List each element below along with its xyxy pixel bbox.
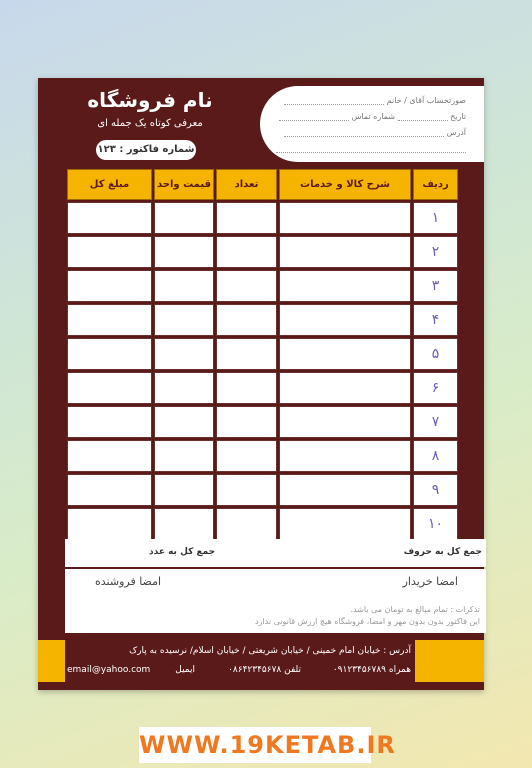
bill-to-field xyxy=(284,96,466,105)
quantity-cell[interactable] xyxy=(216,202,277,234)
row-number: ۵ xyxy=(413,338,458,370)
phone-dots xyxy=(279,112,349,121)
quantity-cell[interactable] xyxy=(216,406,277,438)
row-number: ۴ xyxy=(413,304,458,336)
invoice-sheet xyxy=(38,78,484,690)
seller-signature-label: امضا فروشنده xyxy=(95,575,162,588)
total-cell[interactable] xyxy=(67,508,152,540)
quantity-cell[interactable] xyxy=(216,474,277,506)
description-cell[interactable] xyxy=(279,372,411,404)
col-header-row-number: ردیف xyxy=(413,169,458,200)
total-cell[interactable] xyxy=(67,270,152,302)
unit-price-cell[interactable] xyxy=(154,236,214,268)
total-in-words-label: جمع کل به حروف xyxy=(403,547,482,557)
table-row xyxy=(67,406,458,438)
description-cell[interactable] xyxy=(279,202,411,234)
footer-mobile: همراه ۰۹۱۲۳۴۵۶۷۸۹ xyxy=(332,665,411,675)
customer-info-box xyxy=(260,86,484,162)
unit-price-cell[interactable] xyxy=(154,440,214,472)
table-row xyxy=(67,338,458,370)
total-cell[interactable] xyxy=(67,236,152,268)
description-cell[interactable] xyxy=(279,304,411,336)
col-header-unit-price: قیمت واحد xyxy=(154,169,214,200)
footer-inner xyxy=(65,640,415,682)
description-cell[interactable] xyxy=(279,440,411,472)
table-row xyxy=(67,304,458,336)
date-phone-field xyxy=(279,112,466,121)
table-row xyxy=(67,440,458,472)
total-cell[interactable] xyxy=(67,440,152,472)
footer-address: آدرس : خیابان امام خمینی / خیابان شریعتی / خیابان اسلام/ نرسیده به پارک xyxy=(129,646,411,656)
date-dots xyxy=(398,112,448,121)
note-line-2: این فاکتور بدون بدون مهر و امضا، فروشگاه هیچ ارزش قانونی ندارد xyxy=(255,617,480,626)
description-cell[interactable] xyxy=(279,338,411,370)
row-number: ۱۰ xyxy=(413,508,458,540)
description-cell[interactable] xyxy=(279,236,411,268)
quantity-cell[interactable] xyxy=(216,440,277,472)
quantity-cell[interactable] xyxy=(216,372,277,404)
description-cell[interactable] xyxy=(279,508,411,540)
invoice-number-badge: شماره فاکتور : ۱۲۳ xyxy=(96,140,196,160)
table-row xyxy=(67,372,458,404)
bill-to-dots xyxy=(284,96,384,105)
footer-bar xyxy=(38,640,484,682)
unit-price-cell[interactable] xyxy=(154,270,214,302)
total-cell[interactable] xyxy=(67,372,152,404)
row-number: ۸ xyxy=(413,440,458,472)
row-number: ۹ xyxy=(413,474,458,506)
extra-line xyxy=(276,144,466,153)
items-table xyxy=(65,167,460,542)
phone-label: شماره تماس xyxy=(351,112,395,121)
signature-area xyxy=(65,569,486,633)
note-line-1: تذکرات : تمام مبالغ به تومان می باشد. xyxy=(350,605,480,614)
buyer-signature-label: امضا خریدار xyxy=(402,575,458,588)
quantity-cell[interactable] xyxy=(216,236,277,268)
description-cell[interactable] xyxy=(279,270,411,302)
description-cell[interactable] xyxy=(279,474,411,506)
table-header-row xyxy=(67,169,458,200)
table-row xyxy=(67,270,458,302)
unit-price-cell[interactable] xyxy=(154,474,214,506)
unit-price-cell[interactable] xyxy=(154,508,214,540)
extra-dots xyxy=(276,144,466,153)
col-header-quantity: تعداد xyxy=(216,169,277,200)
description-cell[interactable] xyxy=(279,406,411,438)
total-cell[interactable] xyxy=(67,474,152,506)
address-label: آدرس xyxy=(446,128,466,137)
footer-email-label: ایمیل xyxy=(175,665,195,675)
footer-email[interactable]: email@yahoo.com xyxy=(67,665,151,675)
shop-tagline: معرفی کوتاه یک جمله ای xyxy=(97,118,203,129)
bill-to-label: صورتحساب آقای / خانم xyxy=(386,96,466,105)
total-cell[interactable] xyxy=(67,304,152,336)
footer-phone: تلفن ۰۸۶۴۲۳۴۵۶۷۸ xyxy=(228,665,301,675)
unit-price-cell[interactable] xyxy=(154,202,214,234)
col-header-description: شرح کالا و خدمات xyxy=(279,169,411,200)
quantity-cell[interactable] xyxy=(216,338,277,370)
quantity-cell[interactable] xyxy=(216,304,277,336)
address-dots xyxy=(284,128,444,137)
totals-row xyxy=(65,539,486,567)
unit-price-cell[interactable] xyxy=(154,338,214,370)
date-label: تاریخ xyxy=(450,112,466,121)
row-number: ۲ xyxy=(413,236,458,268)
shop-name: نام فروشگاه xyxy=(87,88,213,112)
table-row xyxy=(67,202,458,234)
unit-price-cell[interactable] xyxy=(154,372,214,404)
table-row xyxy=(67,236,458,268)
quantity-cell[interactable] xyxy=(216,508,277,540)
total-in-digits-label: جمع کل به عدد xyxy=(149,547,216,557)
quantity-cell[interactable] xyxy=(216,270,277,302)
row-number: ۶ xyxy=(413,372,458,404)
row-number: ۳ xyxy=(413,270,458,302)
site-watermark: WWW.19KETAB.IR xyxy=(139,727,371,763)
unit-price-cell[interactable] xyxy=(154,406,214,438)
address-field xyxy=(284,128,466,137)
col-header-total-price: مبلغ کل xyxy=(67,169,152,200)
table-row xyxy=(67,508,458,540)
row-number: ۱ xyxy=(413,202,458,234)
total-cell[interactable] xyxy=(67,406,152,438)
unit-price-cell[interactable] xyxy=(154,304,214,336)
total-cell[interactable] xyxy=(67,338,152,370)
total-cell[interactable] xyxy=(67,202,152,234)
table-row xyxy=(67,474,458,506)
row-number: ۷ xyxy=(413,406,458,438)
